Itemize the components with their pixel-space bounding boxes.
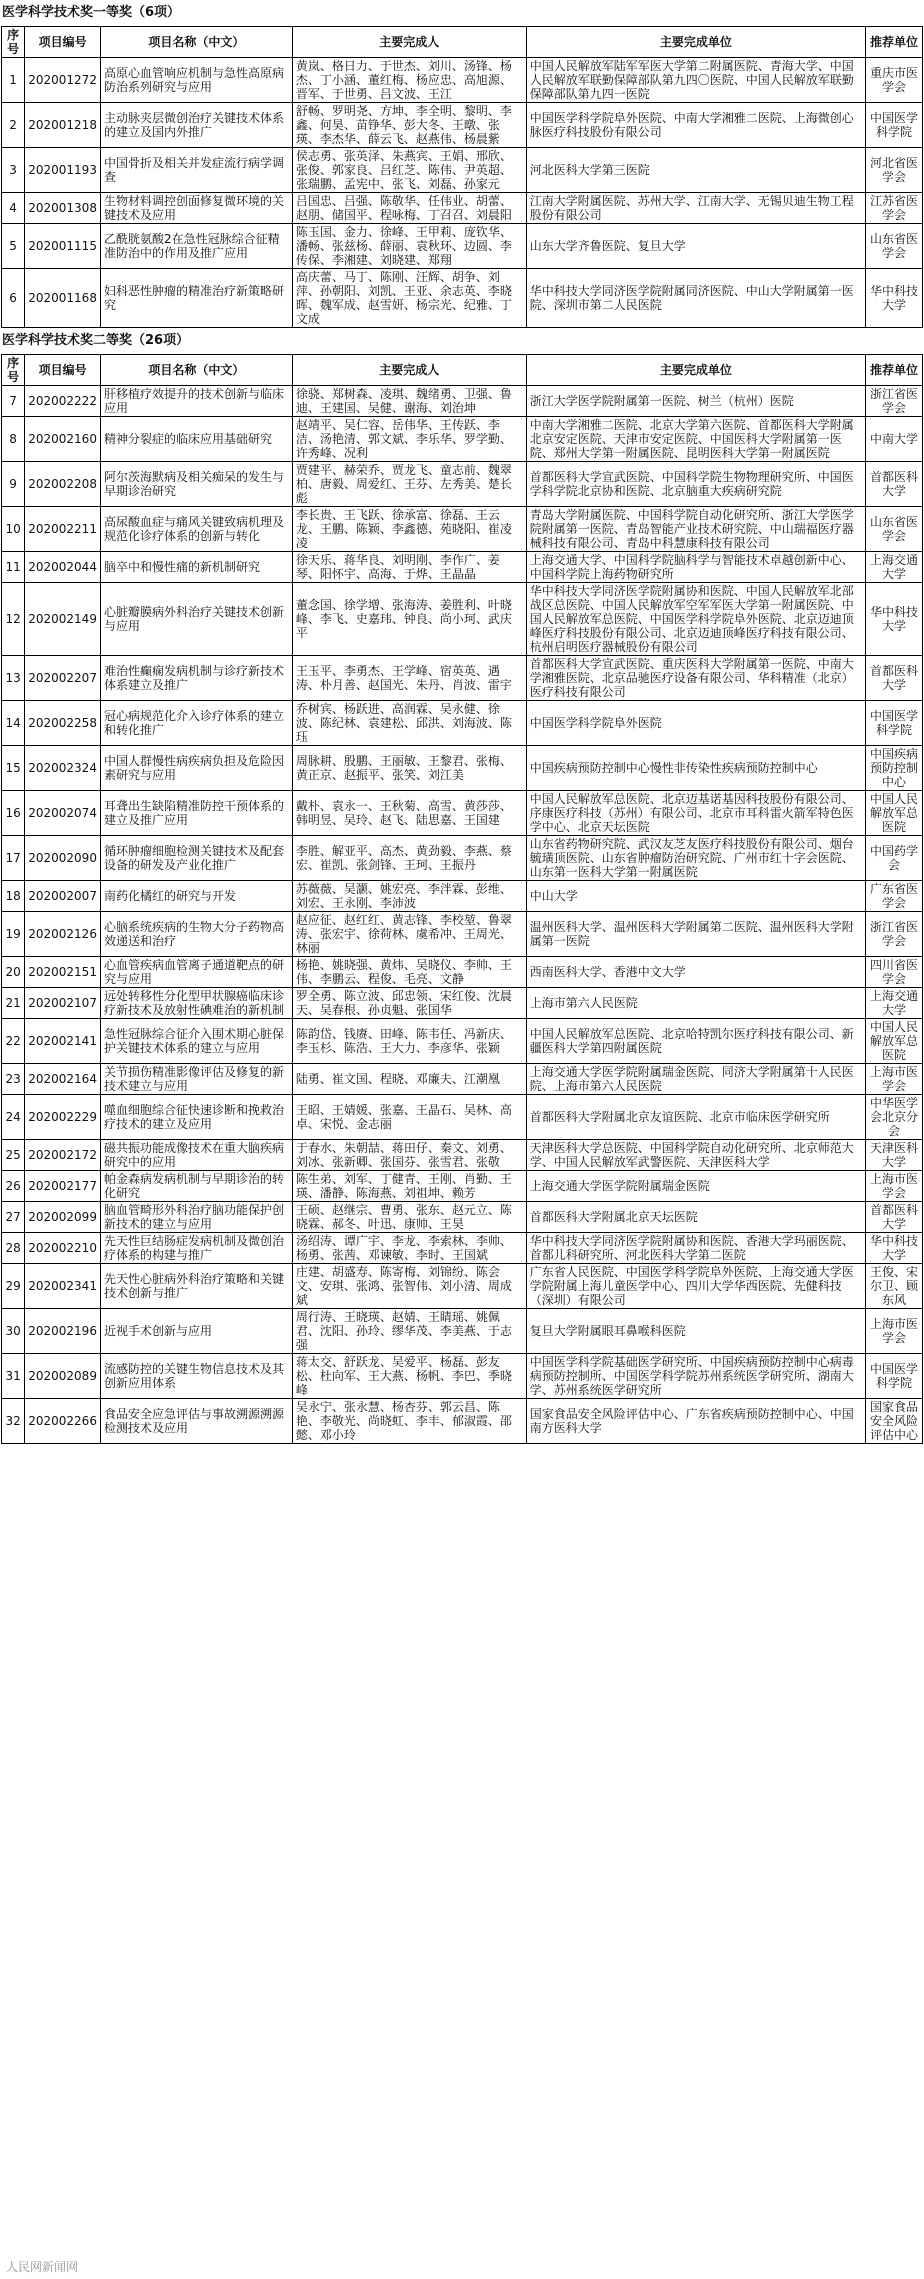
header-units: 主要完成单位 [526, 355, 865, 386]
cell-no: 15 [2, 746, 25, 791]
header-people: 主要完成人 [292, 27, 526, 58]
cell-people: 罗全勇、陈立波、邱忠领、宋红俊、沈晨天、吴春根、孙贞魁、张国华 [292, 988, 526, 1019]
cell-recommender: 上海市医学会 [866, 1171, 923, 1202]
cell-recommender: 中国医学科学院 [866, 103, 923, 148]
table-row [2, 1399, 923, 1444]
cell-people: 赵应征、赵红红、黄志锋、李校堃、鲁翠涛、张宏宇、徐荷林、虞希冲、王周光、林丽 [292, 912, 526, 957]
cell-code: 202002211 [25, 507, 101, 552]
cell-name: 生物材料调控创面修复微环境的关键技术及应用 [101, 193, 293, 224]
cell-name: 心血管疾病血管离子通道靶点的研究与应用 [101, 957, 293, 988]
cell-recommender: 首都医科大学 [866, 1202, 923, 1233]
table-row [2, 1202, 923, 1233]
cell-no: 20 [2, 957, 25, 988]
table-row [2, 791, 923, 836]
cell-no: 3 [2, 148, 25, 193]
cell-code: 202002324 [25, 746, 101, 791]
cell-recommender: 中国医学科学院 [866, 701, 923, 746]
cell-people: 黄岚、格日力、于世杰、刘川、汤锋、杨杰、丁小涵、董红梅、杨应忠、高旭源、晋军、于世勇、吕文波、王江 [292, 58, 526, 103]
table-row [2, 912, 923, 957]
cell-no: 14 [2, 701, 25, 746]
cell-name: 远处转移性分化型甲状腺癌临床诊疗新技术及放射性碘难治的新机制 [101, 988, 293, 1019]
cell-recommender: 中南大学 [866, 417, 923, 462]
cell-code: 202002107 [25, 988, 101, 1019]
cell-recommender: 首都医科大学 [866, 462, 923, 507]
cell-people: 王硕、赵继宗、曹勇、张东、赵元立、陈晓霖、郝冬、叶迅、康帅、王昊 [292, 1202, 526, 1233]
cell-units: 浙江大学医学院附属第一医院、树兰（杭州）医院 [526, 386, 865, 417]
cell-units: 山东省药物研究院、武汉友芝友医疗科技股份有限公司、烟台毓璜顶医院、山东省肿瘤防治研究院、广州市红十字会医院、山东第一医科大学第一附属医院 [526, 836, 865, 881]
cell-people: 徐天乐、蒋华良、刘明刚、李作广、姜琴、阳怀宇、高海、于烨、王晶晶 [292, 552, 526, 583]
cell-recommender: 天津医科大学 [866, 1140, 923, 1171]
table-header-row [2, 27, 923, 58]
cell-recommender: 江苏省医学会 [866, 193, 923, 224]
header-code: 项目编号 [25, 27, 101, 58]
cell-no: 6 [2, 269, 25, 328]
cell-units: 上海交通大学、中国科学院脑科学与智能技术卓越创新中心、中国科学院上海药物研究所 [526, 552, 865, 583]
cell-code: 202002229 [25, 1095, 101, 1140]
cell-people: 乔树宾、杨跃进、高润霖、吴永健、徐波、陈纪林、袁建松、邱洪、刘海波、陈珏 [292, 701, 526, 746]
cell-no: 7 [2, 386, 25, 417]
cell-name: 脑卒中和慢性痛的新机制研究 [101, 552, 293, 583]
table-row [2, 836, 923, 881]
cell-people: 戴朴、袁永一、王秋菊、高雪、黄莎莎、韩明昱、吴玲、赵飞、陆思嘉、王国建 [292, 791, 526, 836]
table-row [2, 1171, 923, 1202]
cell-code: 202002341 [25, 1264, 101, 1309]
table-row [2, 881, 923, 912]
cell-no: 16 [2, 791, 25, 836]
cell-code: 202001193 [25, 148, 101, 193]
table-row [2, 193, 923, 224]
cell-name: 乙酰胱氨酸2在急性冠脉综合征精准防治中的作用及推广应用 [101, 224, 293, 269]
cell-units: 首都医科大学宣武医院、中国科学院生物物理研究所、中国医学科学院北京协和医院、北京脑重大疾病研究院 [526, 462, 865, 507]
cell-units: 中南大学湘雅二医院、北京大学第六医院、首都医科大学附属北京安定医院、天津市安定医院、中国医科大学附属第一医院、郑州大学第一附属医院、昆明医科大学第一附属医院 [526, 417, 865, 462]
cell-units: 上海交通大学医学院附属瑞金医院、同济大学附属第十人民医院、上海市第六人民医院 [526, 1064, 865, 1095]
cell-name: 先天性心脏病外科治疗策略和关键技术创新与推广 [101, 1264, 293, 1309]
cell-recommender: 华中科技大学 [866, 269, 923, 328]
cell-code: 202002090 [25, 836, 101, 881]
cell-units: 中山大学 [526, 881, 865, 912]
table-row [2, 701, 923, 746]
cell-no: 1 [2, 58, 25, 103]
cell-no: 32 [2, 1399, 25, 1444]
cell-code: 202002196 [25, 1309, 101, 1354]
cell-name: 肝移植疗效提升的技术创新与临床应用 [101, 386, 293, 417]
cell-recommender: 上海交通大学 [866, 552, 923, 583]
cell-no: 23 [2, 1064, 25, 1095]
table-row [2, 224, 923, 269]
cell-name: 高尿酸血症与痛风关键致病机理及规范化诊疗体系的创新与转化 [101, 507, 293, 552]
cell-units: 中国医学科学院阜外医院 [526, 701, 865, 746]
table-row [2, 1264, 923, 1309]
cell-name: 心脑系统疾病的生物大分子药物高效递送和治疗 [101, 912, 293, 957]
table-row [2, 1140, 923, 1171]
second-prize-table [1, 354, 923, 1444]
cell-code: 202002210 [25, 1233, 101, 1264]
cell-people: 于春水、朱朝喆、蒋田仔、秦文、刘勇、刘冰、张新卿、张国芬、张雪君、张敬 [292, 1140, 526, 1171]
header-no: 序号 [2, 355, 25, 386]
table-row [2, 1064, 923, 1095]
cell-no: 11 [2, 552, 25, 583]
cell-people: 苏薇薇、吴灏、姚宏亮、李泮霖、彭维、刘宏、王永刚、李沛波 [292, 881, 526, 912]
cell-code: 202001218 [25, 103, 101, 148]
cell-code: 202002266 [25, 1399, 101, 1444]
cell-people: 舒畅、罗明尧、方坤、李全明、黎明、李鑫、何昊、苗铮华、彭大冬、王暾、张瑛、李杰华、薛云飞、赵燕伟、杨晨紫 [292, 103, 526, 148]
cell-recommender: 中国人民解放军总医院 [866, 1019, 923, 1064]
cell-people: 吴永宁、张永慧、杨杏芬、郭云昌、陈艳、李敬光、尚晓虹、李丰、郁淑霞、邵懿、邓小玲 [292, 1399, 526, 1444]
table-row [2, 583, 923, 656]
cell-people: 侯志勇、张英泽、朱燕宾、王娟、邢欣、张俊、郭家良、吕红芝、陈伟、尹英超、张瑞鹏、孟宪中、张飞、刘磊、孙家元 [292, 148, 526, 193]
cell-no: 29 [2, 1264, 25, 1309]
cell-code: 202002089 [25, 1354, 101, 1399]
cell-no: 4 [2, 193, 25, 224]
cell-people: 陈生弟、刘军、丁健青、王刚、肖勤、王瑛、潘静、陈海燕、刘祖坤、赖芳 [292, 1171, 526, 1202]
cell-units: 中国疾病预防控制中心慢性非传染性疾病预防控制中心 [526, 746, 865, 791]
cell-name: 急性冠脉综合征介入围术期心脏保护关键技术体系的建立与应用 [101, 1019, 293, 1064]
cell-recommender: 上海市医学会 [866, 1064, 923, 1095]
table-row [2, 746, 923, 791]
cell-no: 9 [2, 462, 25, 507]
cell-name: 高原心血管响应机制与急性高原病防治系列研究与应用 [101, 58, 293, 103]
cell-recommender: 重庆市医学会 [866, 58, 923, 103]
cell-name: 食品安全应急评估与事故溯源溯源检测技术及应用 [101, 1399, 293, 1444]
table-row [2, 148, 923, 193]
cell-code: 202002160 [25, 417, 101, 462]
header-recommender: 推荐单位 [866, 355, 923, 386]
cell-units: 中国医学科学院基础医学研究所、中国疾病预防控制中心病毒病预防控制所、中国医学科学院苏州系统医学研究所、湖南大学、苏州系统医学研究所 [526, 1354, 865, 1399]
table-row [2, 1095, 923, 1140]
cell-code: 202002007 [25, 881, 101, 912]
header-people: 主要完成人 [292, 355, 526, 386]
cell-recommender: 国家食品安全风险评估中心 [866, 1399, 923, 1444]
cell-code: 202002099 [25, 1202, 101, 1233]
cell-name: 心脏瓣膜病外科治疗关键技术创新与应用 [101, 583, 293, 656]
cell-name: 循环肿瘤细胞检测关键技术及配套设备的研发及产业化推广 [101, 836, 293, 881]
cell-name: 近视手术创新与应用 [101, 1309, 293, 1354]
cell-no: 19 [2, 912, 25, 957]
cell-units: 中国人民解放军总医院、北京哈特凯尔医疗科技有限公司、新疆医科大学第四附属医院 [526, 1019, 865, 1064]
table-row [2, 957, 923, 988]
cell-units: 青岛大学附属医院、中国科学院自动化研究所、浙江大学医学院附属第一医院、青岛智能产业技术研究院、中山瑞福医疗器械科技有限公司、青岛中科慧康科技有限公司 [526, 507, 865, 552]
table-row [2, 58, 923, 103]
cell-code: 202002074 [25, 791, 101, 836]
cell-recommender: 山东省医学会 [866, 224, 923, 269]
cell-code: 202002044 [25, 552, 101, 583]
cell-units: 华中科技大学同济医学院附属协和医院、中国人民解放军北部战区总医院、中国人民解放军空军军医大学第一附属医院、中国人民解放军总医院、中国医学科学院阜外医院、北京迈迪顶峰医疗科技股份有限公司、北京迈迪顶峰医疗科技有限公司、杭州启明医疗器械股份有限公司 [526, 583, 865, 656]
cell-units: 中国人民解放军总医院、北京迈基诺基因科技股份有限公司、序康医疗科技（苏州）有限公司、北京市耳科雷火箭军特色医学中心、北京天坛医院 [526, 791, 865, 836]
cell-people: 贾建平、赫荣乔、贾龙飞、童志前、魏翠柏、唐毅、周爱红、王芬、左秀美、楚长彪 [292, 462, 526, 507]
cell-units: 中国人民解放军陆军军医大学第二附属医院、青海大学、中国人民解放军联勤保障部队第九四〇医院、中国人民解放军联勤保障部队第九四一医院 [526, 58, 865, 103]
cell-recommender: 华中科技大学 [866, 583, 923, 656]
table-row [2, 386, 923, 417]
cell-people: 陆勇、崔文国、程晓、邓廉夫、江潮凰 [292, 1064, 526, 1095]
cell-people: 蒋太交、舒跃龙、吴爱平、杨磊、彭友松、杜向军、王大燕、杨帆、李巴、季晓峰 [292, 1354, 526, 1399]
cell-code: 202002222 [25, 386, 101, 417]
table-header-row [2, 355, 923, 386]
cell-recommender: 浙江省医学会 [866, 386, 923, 417]
cell-name: 磁共振功能成像技术在重大脑疾病研究中的应用 [101, 1140, 293, 1171]
cell-units: 河北医科大学第三医院 [526, 148, 865, 193]
cell-name: 难治性癫痫发病机制与诊疗新技术体系建立及推广 [101, 656, 293, 701]
header-name: 项目名称（中文） [101, 27, 293, 58]
section-title-first-prize: 医学科学技术奖一等奖（6项） [2, 5, 181, 20]
cell-no: 5 [2, 224, 25, 269]
cell-units: 华中科技大学同济医学院附属协和医院、香港大学玛丽医院、首都儿科研究所、河北医科大学第二医院 [526, 1233, 865, 1264]
table-row [2, 552, 923, 583]
cell-units: 山东大学齐鲁医院、复旦大学 [526, 224, 865, 269]
cell-recommender: 首都医科大学 [866, 656, 923, 701]
cell-people: 陈玉国、金力、徐峰、王甲莉、庞钦华、潘畅、张兹杨、薛丽、袁秋环、边圆、李传保、李湘建、刘晓建、郑翔 [292, 224, 526, 269]
cell-people: 王玉平、李勇杰、王学峰、宿英英、遇涛、朴月善、赵国光、朱丹、肖波、雷宇 [292, 656, 526, 701]
cell-recommender: 中国医学科学院 [866, 1354, 923, 1399]
cell-no: 17 [2, 836, 25, 881]
cell-recommender: 华中科技大学 [866, 1233, 923, 1264]
cell-code: 202002149 [25, 583, 101, 656]
cell-name: 南药化橘红的研究与开发 [101, 881, 293, 912]
cell-code: 202002177 [25, 1171, 101, 1202]
cell-units: 首都医科大学附属北京友谊医院、北京市临床医学研究所 [526, 1095, 865, 1140]
cell-people: 周行涛、王晓瑛、赵婧、王睛瑶、姚佩君、沈阳、孙玲、缪华茂、李美燕、于志强 [292, 1309, 526, 1354]
table-row [2, 1354, 923, 1399]
cell-people: 徐骁、郑树森、凌琪、魏绪勇、卫强、鲁迪、王建国、吴健、谢海、刘治坤 [292, 386, 526, 417]
cell-recommender: 山东省医学会 [866, 507, 923, 552]
cell-name: 帕金森病发病机制与早期诊治的转化研究 [101, 1171, 293, 1202]
table-row [2, 1309, 923, 1354]
cell-people: 周脉耕、殷鹏、王丽敏、王黎君、张梅、黄正京、赵振平、张笑、刘江美 [292, 746, 526, 791]
cell-name: 耳聋出生缺陷精准防控干预体系的建立及推广应用 [101, 791, 293, 836]
cell-recommender: 中国药学会 [866, 836, 923, 881]
first-prize-rows [2, 58, 923, 328]
table-row [2, 103, 923, 148]
cell-no: 30 [2, 1309, 25, 1354]
cell-people: 汤绍涛、谭广宇、李龙、李索林、李帅、杨勇、张茜、邓谏敏、李时、王国斌 [292, 1233, 526, 1264]
cell-no: 24 [2, 1095, 25, 1140]
cell-no: 27 [2, 1202, 25, 1233]
cell-people: 庄建、胡盛寿、陈寄梅、刘锦纷、陈会文、安琪、张鸿、张智伟、刘小清、周成斌 [292, 1264, 526, 1309]
table-row [2, 507, 923, 552]
cell-recommender: 上海市医学会 [866, 1309, 923, 1354]
header-no: 序号 [2, 27, 25, 58]
cell-code: 202002126 [25, 912, 101, 957]
cell-name: 关节损伤精准影像评估及修复的新技术建立与应用 [101, 1064, 293, 1095]
cell-no: 21 [2, 988, 25, 1019]
header-code: 项目编号 [25, 355, 101, 386]
cell-name: 流感防控的关键生物信息技术及其创新应用体系 [101, 1354, 293, 1399]
cell-units: 上海市第六人民医院 [526, 988, 865, 1019]
cell-no: 2 [2, 103, 25, 148]
header-units: 主要完成单位 [526, 27, 865, 58]
section-title-second-prize: 医学科学技术奖二等奖（26项） [2, 333, 190, 348]
cell-recommender: 四川省医学会 [866, 957, 923, 988]
cell-recommender: 中国人民解放军总医院 [866, 791, 923, 836]
header-name: 项目名称（中文） [101, 355, 293, 386]
cell-no: 28 [2, 1233, 25, 1264]
cell-name: 噬血细胞综合征快速诊断和挽救治疗技术的建立及应用 [101, 1095, 293, 1140]
cell-people: 李胜、解亚平、高杰、黄劲毅、李燕、蔡宏、崔凯、张剑锋、王珂、王振丹 [292, 836, 526, 881]
cell-no: 8 [2, 417, 25, 462]
table-row [2, 1019, 923, 1064]
cell-no: 12 [2, 583, 25, 656]
cell-people: 吕国忠、吕强、陈敬华、任伟业、胡蕾、赵朋、储国平、程咏梅、丁召召、刘晨阳 [292, 193, 526, 224]
cell-units: 江南大学附属医院、苏州大学、江南大学、无锡贝迪生物工程股份有限公司 [526, 193, 865, 224]
cell-units: 复旦大学附属眼耳鼻喉科医院 [526, 1309, 865, 1354]
table-row [2, 269, 923, 328]
cell-units: 首都医科大学附属北京天坛医院 [526, 1202, 865, 1233]
table-row [2, 656, 923, 701]
cell-units: 温州医科大学、温州医科大学附属第二医院、温州医科大学附属第一医院 [526, 912, 865, 957]
cell-code: 202002141 [25, 1019, 101, 1064]
cell-people: 王昭、王婧媛、张嘉、王晶石、吴林、高卓、宋悦、金志丽 [292, 1095, 526, 1140]
cell-no: 10 [2, 507, 25, 552]
cell-name: 先天性巨结肠症发病机制及微创治疗体系的构建与推广 [101, 1233, 293, 1264]
cell-name: 中国人群慢性病疾病负担及危险因素研究与应用 [101, 746, 293, 791]
cell-units: 天津医科大学总医院、中国科学院自动化研究所、北京师范大学、中国人民解放军武警医院、天津医科大学 [526, 1140, 865, 1171]
cell-recommender: 上海交通大学 [866, 988, 923, 1019]
cell-recommender: 中国疾病预防控制中心 [866, 746, 923, 791]
cell-no: 25 [2, 1140, 25, 1171]
watermark: 人民网新闻网 [6, 2260, 79, 2274]
cell-people: 李长贵、王飞跃、徐承富、徐磊、王云龙、王鹏、陈颖、李鑫德、苑晓阳、崔凌凌 [292, 507, 526, 552]
cell-code: 202001115 [25, 224, 101, 269]
cell-code: 202002164 [25, 1064, 101, 1095]
cell-units: 国家食品安全风险评估中心、广东省疾病预防控制中心、中国南方医科大学 [526, 1399, 865, 1444]
cell-name: 妇科恶性肿瘤的精准治疗新策略研究 [101, 269, 293, 328]
cell-name: 冠心病规范化介入诊疗体系的建立和转化推广 [101, 701, 293, 746]
cell-no: 18 [2, 881, 25, 912]
cell-code: 202002207 [25, 656, 101, 701]
cell-no: 22 [2, 1019, 25, 1064]
cell-units: 中国医学科学院阜外医院、中南大学湘雅二医院、上海微创心脉医疗科技股份有限公司 [526, 103, 865, 148]
second-prize-rows [2, 386, 923, 1444]
cell-name: 主动脉夹层微创治疗关键技术体系的建立及国内外推广 [101, 103, 293, 148]
cell-recommender: 河北省医学会 [866, 148, 923, 193]
cell-recommender: 王俊、宋尔卫、顾东风 [866, 1264, 923, 1309]
cell-people: 高庆蕾、马丁、陈刚、汪辉、胡争、刘萍、孙朝阳、刘凯、王亚、余志英、李晓晖、魏军成、赵雪妍、杨宗光、纪雅、丁文成 [292, 269, 526, 328]
table-row [2, 1233, 923, 1264]
cell-recommender: 浙江省医学会 [866, 912, 923, 957]
first-prize-table [1, 26, 923, 328]
cell-code: 202002258 [25, 701, 101, 746]
cell-code: 202002208 [25, 462, 101, 507]
cell-code: 202001308 [25, 193, 101, 224]
cell-people: 陈韵岱、钱赓、田峰、陈韦任、冯新庆、李玉杉、陈浩、王大力、李彦华、张颖 [292, 1019, 526, 1064]
cell-units: 西南医科大学、香港中文大学 [526, 957, 865, 988]
cell-units: 华中科技大学同济医学院附属同济医院、中山大学附属第一医院、深圳市第二人民医院 [526, 269, 865, 328]
cell-recommender: 广东省医学会 [866, 881, 923, 912]
cell-recommender: 中华医学会北京分会 [866, 1095, 923, 1140]
header-recommender: 推荐单位 [866, 27, 923, 58]
table-row [2, 462, 923, 507]
cell-people: 赵靖平、吴仁容、岳伟华、王传跃、李洁、汤艳清、郭文斌、李乐华、罗学勤、许秀峰、况利 [292, 417, 526, 462]
cell-no: 13 [2, 656, 25, 701]
cell-code: 202001272 [25, 58, 101, 103]
table-row [2, 417, 923, 462]
cell-code: 202002151 [25, 957, 101, 988]
cell-people: 杨艳、姚晓强、黄炜、吴晓仪、李帅、王伟、李鹏云、程俊、毛亮、文静 [292, 957, 526, 988]
cell-name: 脑血管畸形外科治疗脑功能保护创新技术的建立与应用 [101, 1202, 293, 1233]
cell-name: 中国骨折及相关并发症流行病学调查 [101, 148, 293, 193]
cell-no: 31 [2, 1354, 25, 1399]
cell-units: 首都医科大学宣武医院、重庆医科大学附属第一医院、中南大学湘雅医院、北京品驰医疗设备有限公司、华科精准（北京）医疗科技有限公司 [526, 656, 865, 701]
cell-no: 26 [2, 1171, 25, 1202]
cell-code: 202001168 [25, 269, 101, 328]
cell-code: 202002172 [25, 1140, 101, 1171]
cell-name: 精神分裂症的临床应用基础研究 [101, 417, 293, 462]
cell-units: 广东省人民医院、中国医学科学院阜外医院、上海交通大学医学院附属上海儿童医学中心、四川大学华西医院、先健科技（深圳）有限公司 [526, 1264, 865, 1309]
cell-people: 董念国、徐学增、张海涛、姜胜利、叶晓峰、李飞、史嘉玮、钟良、尚小珂、武庆平 [292, 583, 526, 656]
table-row [2, 988, 923, 1019]
cell-units: 上海交通大学医学院附属瑞金医院 [526, 1171, 865, 1202]
cell-name: 阿尔茨海默病及相关痴呆的发生与早期诊治研究 [101, 462, 293, 507]
